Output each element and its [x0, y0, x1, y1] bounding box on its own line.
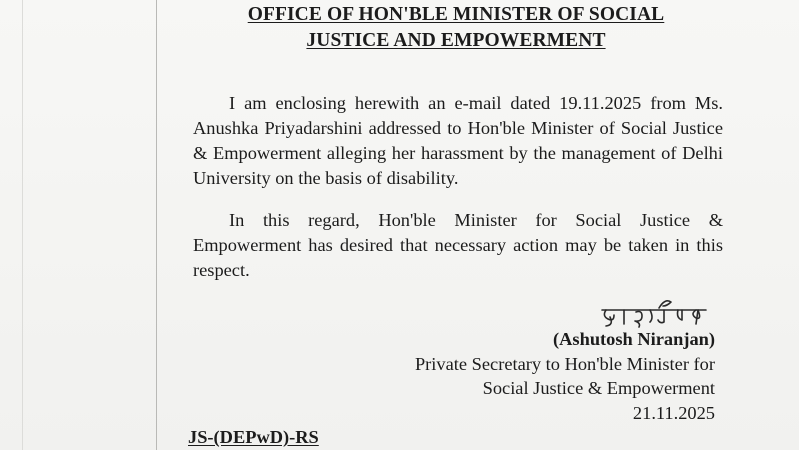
- paragraph-request: [193, 208, 723, 283]
- paragraph-2-text: In this regard, Hon'ble Minister for Social Justice & Empowerment has desired that necessary action may be taken in this respect.: [193, 210, 723, 280]
- heading-line-1: OFFICE OF HON'BLE MINISTER OF SOCIAL: [247, 4, 665, 25]
- office-heading: [156, 2, 756, 54]
- document-date: 21.11.2025: [632, 402, 715, 423]
- signatory-title-line-1: Private Secretary to Hon'ble Minister for: [414, 353, 715, 374]
- margin-line: [156, 0, 157, 450]
- paragraph-1-text: I am enclosing herewith an e-mail dated 19.11.2025 from Ms. Anushka Priyadarshini addressed to Hon'ble Minister of Social Justice & Empowerment alleging her harassment by the management of Delhi University on the basis of disability.: [193, 93, 723, 188]
- signatory-title-line-2: Social Justice & Empowerment: [482, 378, 715, 398]
- forwarded-to: JS-(DEPwD)-RS: [188, 427, 319, 447]
- paragraph-enclosure: [193, 91, 723, 191]
- scan-edge-line: [22, 0, 23, 450]
- handwritten-signature: [596, 290, 716, 330]
- signatory-name: (Ashutosh Niranjan): [553, 329, 715, 349]
- heading-line-2: JUSTICE AND EMPOWERMENT: [306, 30, 606, 51]
- signature-block: [415, 327, 715, 425]
